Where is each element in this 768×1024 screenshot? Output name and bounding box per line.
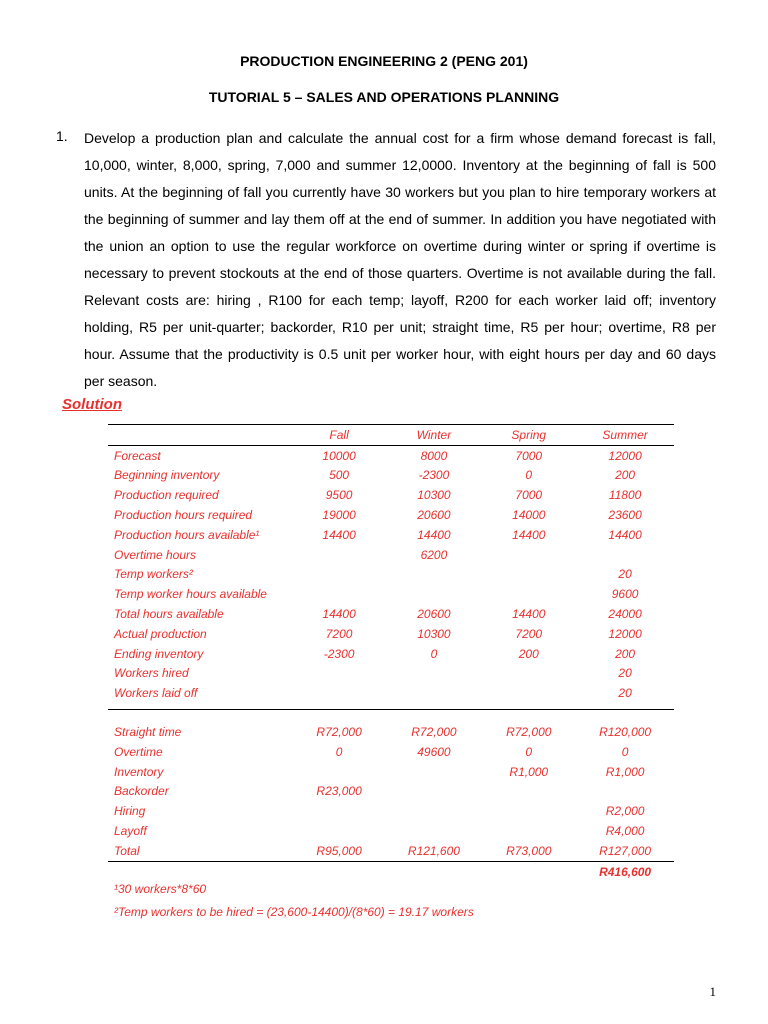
table-row	[108, 446, 674, 466]
table-cell: 0	[335, 744, 343, 759]
course-title: PRODUCTION ENGINEERING 2 (PENG 201)	[240, 53, 528, 69]
table-cell: 7200	[325, 626, 353, 641]
footnote-2: ²Temp workers to be hired = (23,600-14400)/(8*60) = 19.17 workers	[114, 905, 474, 919]
table-cell: R1,000	[509, 764, 549, 779]
production-plan-table	[108, 424, 674, 882]
table-cell: R121,600	[407, 843, 460, 858]
row-label: Workers laid off	[114, 686, 198, 701]
table-cell: R127,000	[599, 843, 652, 858]
table-cell: 6200	[420, 547, 448, 562]
table-cell: 14400	[322, 527, 356, 542]
table-cell: 0	[621, 744, 629, 759]
grand-total-row	[108, 862, 674, 882]
table-cell: 49600	[417, 744, 451, 759]
table-cell: 10300	[417, 626, 451, 641]
table-cell: 9600	[611, 587, 639, 602]
table-cell: 19000	[322, 508, 356, 523]
row-label: Workers hired	[114, 666, 189, 681]
table-row	[108, 782, 674, 802]
table-cell: 14000	[512, 508, 546, 523]
table-cell: 14400	[512, 607, 546, 622]
tutorial-title: TUTORIAL 5 – SALES AND OPERATIONS PLANNING	[208, 89, 560, 105]
row-label: Straight time	[114, 725, 182, 740]
table-cell: R120,000	[599, 725, 652, 740]
spacer	[108, 710, 674, 722]
table-cell: 20600	[417, 508, 451, 523]
row-label: Overtime	[114, 744, 163, 759]
row-label: Inventory	[114, 764, 164, 779]
col-spring: Spring	[511, 427, 547, 442]
table-cell: R4,000	[605, 824, 645, 839]
row-label: Ending inventory	[114, 646, 204, 661]
grand-total-value: R416,600	[599, 864, 652, 879]
row-label: Backorder	[114, 784, 169, 799]
table-cell: 23600	[608, 508, 642, 523]
row-label: Layoff	[114, 824, 147, 839]
table-cell: 200	[615, 646, 636, 661]
table-cell: R72,000	[411, 725, 457, 740]
table-cell: 0	[525, 468, 533, 483]
row-label: Production required	[114, 488, 219, 503]
footnote-1: ¹30 workers*8*60	[114, 882, 207, 896]
table-cell: 20	[618, 567, 632, 582]
table-row	[108, 545, 674, 565]
table-cell: R72,000	[316, 725, 362, 740]
table-row	[108, 624, 674, 644]
table-cell: 200	[615, 468, 636, 483]
table-row	[108, 683, 674, 703]
row-label: Hiring	[114, 804, 146, 819]
table-cell: 10000	[322, 448, 356, 463]
table-row	[108, 505, 674, 525]
row-label: Forecast	[114, 448, 161, 463]
table-cell: 24000	[608, 607, 642, 622]
question-number: 1.	[56, 128, 68, 144]
plan-rows	[108, 446, 674, 703]
col-summer: Summer	[602, 427, 648, 442]
table-cell: R72,000	[506, 725, 552, 740]
table-row	[108, 644, 674, 664]
row-label: Actual production	[114, 626, 207, 641]
row-label: Beginning inventory	[114, 468, 220, 483]
table-cell: R23,000	[316, 784, 362, 799]
col-winter: Winter	[416, 427, 452, 442]
table-cell: 10300	[417, 488, 451, 503]
table-cell: R95,000	[316, 843, 362, 858]
table-row	[108, 801, 674, 821]
table-cell: 12000	[608, 626, 642, 641]
table-cell: R73,000	[506, 843, 552, 858]
row-label: Total	[114, 843, 140, 858]
table-header-row	[108, 424, 674, 446]
table-row	[108, 485, 674, 505]
table-cell: R1,000	[605, 764, 645, 779]
table-cell: 7000	[515, 448, 543, 463]
table-row	[108, 762, 674, 782]
row-label: Overtime hours	[114, 547, 197, 562]
table-cell: -2300	[418, 468, 450, 483]
col-fall: Fall	[329, 427, 349, 442]
table-cell: 14400	[322, 607, 356, 622]
table-cell: 7200	[515, 626, 543, 641]
page-number: 1	[709, 984, 716, 999]
table-cell: 8000	[420, 448, 448, 463]
table-row	[108, 841, 674, 862]
table-cell: -2300	[323, 646, 355, 661]
table-cell: 14400	[512, 527, 546, 542]
table-cell: 0	[525, 744, 533, 759]
table-cell: 12000	[608, 448, 642, 463]
table-cell: 200	[518, 646, 539, 661]
cost-rows	[108, 722, 674, 862]
table-cell: 7000	[515, 488, 543, 503]
table-row	[108, 584, 674, 604]
table-cell: 11800	[608, 488, 642, 503]
row-label: Production hours required	[114, 508, 253, 523]
table-row	[108, 742, 674, 762]
table-row	[108, 722, 674, 742]
table-cell: R2,000	[605, 804, 645, 819]
table-row	[108, 466, 674, 486]
row-label: Total hours available	[114, 607, 224, 622]
table-row	[108, 525, 674, 545]
section-divider	[108, 703, 674, 710]
table-cell: 20	[618, 666, 632, 681]
row-label: Production hours available¹	[114, 527, 260, 542]
table-row	[108, 821, 674, 841]
row-label: Temp worker hours available	[114, 587, 267, 602]
table-cell: 14400	[417, 527, 451, 542]
table-row	[108, 664, 674, 684]
row-label: Temp workers²	[114, 567, 193, 582]
question-text: Develop a production plan and calculate the annual cost for a firm whose demand forecast is fall, 10,000, winter, 8,000, spring, 7,000 and summer 12,0000. Inventory at the beginning of fall is 500 units. At the beginning of fall you currently have 30 workers but you plan to hire temporary workers at the beginning of summer and lay them off at the end of summer. In addition you have negotiated with the union an option to use the regular workforce on overtime during winter or spring if overtime is necessary to prevent stockouts at the end of those quarters. Overtime is not available during the fall. Relevant costs are: hiring , R100 for each temp; layoff, R200 for each worker laid off; inventory holding, R5 per unit-quarter; backorder, R10 per unit; straight time, R5 per hour; overtime, R8 per hour. Assume that the productivity is 0.5 unit per worker hour, with eight hours per day and 60 days per season.	[84, 130, 716, 389]
table-cell: 0	[430, 646, 438, 661]
solution-heading: Solution	[62, 396, 122, 413]
table-row	[108, 604, 674, 624]
table-cell: 500	[329, 468, 350, 483]
table-cell: 14400	[608, 527, 642, 542]
table-cell: 20	[618, 686, 632, 701]
table-cell: 20600	[417, 607, 451, 622]
table-cell: 9500	[325, 488, 353, 503]
table-row	[108, 565, 674, 585]
